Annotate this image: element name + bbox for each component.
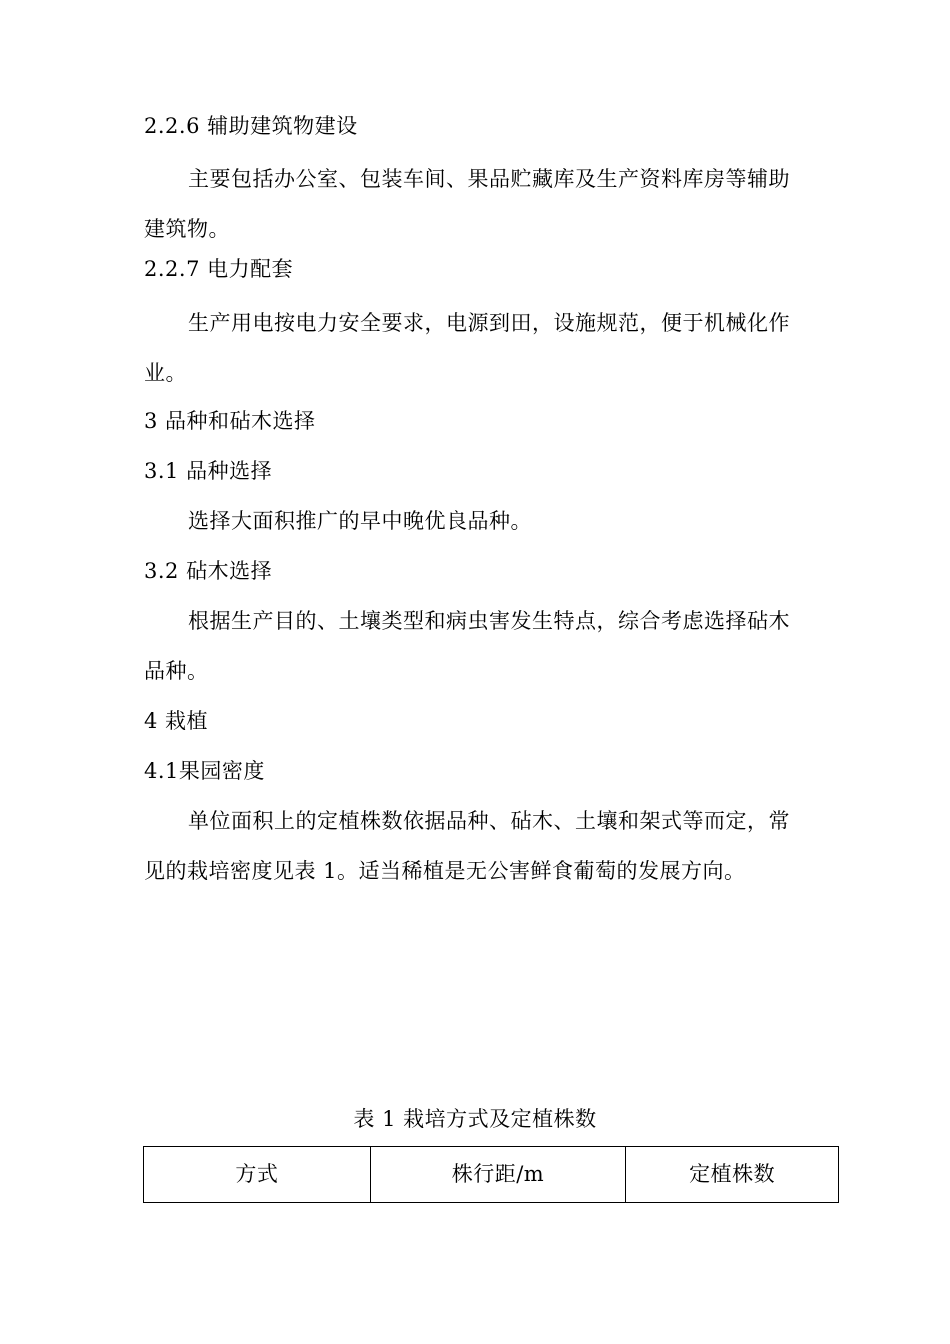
paragraph-2-2-6-line-1: 主要包括办公室、包装车间、果品贮藏库及生产资料库房等辅助: [188, 167, 790, 191]
paragraph-3-2-line-1: 根据生产目的、土壤类型和病虫害发生特点，综合考虑选择砧木: [188, 609, 790, 633]
heading-4-1: 4.1果园密度: [144, 759, 265, 783]
paragraph-2-2-7-line-1: 生产用电按电力安全要求，电源到田，设施规范，便于机械化作: [188, 311, 790, 335]
table-header-row: [144, 1147, 839, 1203]
paragraph-4-1-line-1: 单位面积上的定植株数依据品种、砧木、土壤和架式等而定，常: [188, 809, 790, 833]
heading-3-2: 3.2 砧木选择: [144, 559, 273, 583]
heading-2-2-7: 2.2.7 电力配套: [144, 257, 294, 281]
planting-table: [143, 1146, 839, 1203]
paragraph-3-2-line-2: 品种。: [144, 659, 209, 683]
paragraph-2-2-6-line-2: 建筑物。: [144, 217, 230, 241]
table-header-method: 方式: [144, 1147, 371, 1203]
table-caption: 表 1 栽培方式及定植株数: [353, 1107, 597, 1131]
paragraph-2-2-7-line-2: 业。: [144, 361, 187, 385]
heading-2-2-6: 2.2.6 辅助建筑物建设: [144, 114, 358, 138]
table-header-spacing: 株行距/m: [370, 1147, 626, 1203]
heading-3-1: 3.1 品种选择: [144, 459, 273, 483]
paragraph-3-1: 选择大面积推广的早中晚优良品种。: [188, 509, 532, 533]
heading-4: 4 栽植: [144, 709, 209, 733]
paragraph-4-1-line-2: 见的栽培密度见表 1。适当稀植是无公害鲜食葡萄的发展方向。: [144, 859, 746, 883]
table-header-plant-count: 定植株数: [626, 1147, 839, 1203]
heading-3: 3 品种和砧木选择: [144, 409, 316, 433]
